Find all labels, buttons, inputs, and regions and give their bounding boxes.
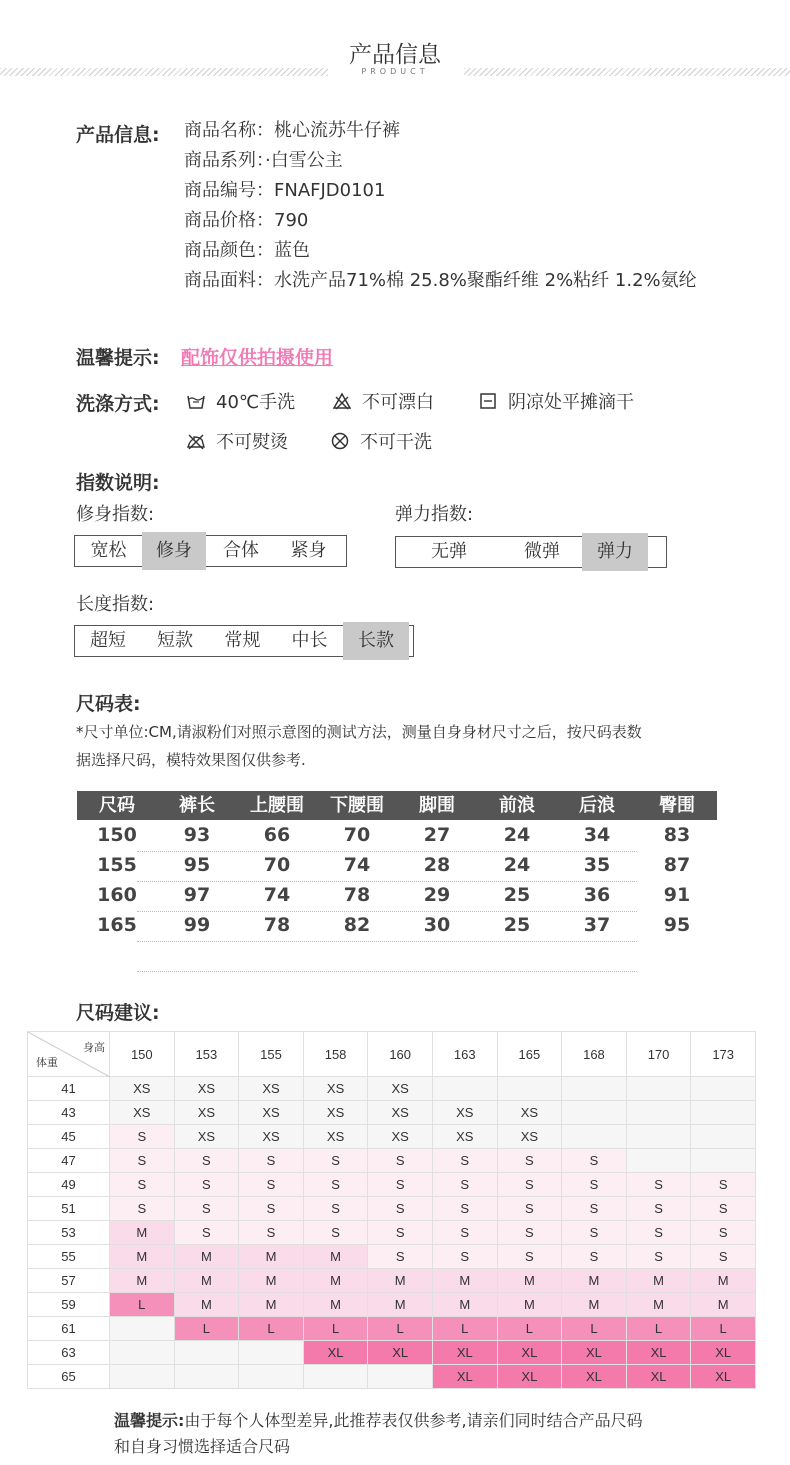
size-cell: S xyxy=(303,1197,368,1221)
size-cell xyxy=(174,1341,239,1365)
size-cell: XL xyxy=(691,1365,756,1389)
size-cell: S xyxy=(691,1245,756,1269)
table-row xyxy=(77,910,717,940)
height-header: 163 xyxy=(432,1032,497,1077)
size-cell: L xyxy=(110,1293,175,1317)
divider-left xyxy=(0,68,328,76)
size-cell: L xyxy=(691,1317,756,1341)
wash-item-bleach-text: 不可漂白 xyxy=(362,392,434,413)
size-cell: S xyxy=(626,1221,691,1245)
size-cell: S xyxy=(368,1149,433,1173)
length-index-scale xyxy=(74,625,414,657)
fit-option: 宽松 xyxy=(90,540,127,561)
table-cell: 155 xyxy=(97,854,137,876)
weight-cell: 45 xyxy=(28,1125,110,1149)
size-cell: M xyxy=(239,1245,304,1269)
advice-row xyxy=(28,1317,756,1341)
size-cell: XL xyxy=(626,1365,691,1389)
size-cell: M xyxy=(626,1269,691,1293)
length-option: 中长 xyxy=(291,630,328,651)
size-cell: M xyxy=(110,1269,175,1293)
page-header xyxy=(0,0,790,90)
size-chart-note-1: *尺寸单位:CM,请淑粉们对照示意图的测试方法，测量自身身材尺寸之后，按尺码表数 xyxy=(76,723,642,741)
table-cell: 78 xyxy=(343,884,371,906)
advice-row xyxy=(28,1245,756,1269)
height-header: 170 xyxy=(626,1032,691,1077)
size-cell: M xyxy=(303,1245,368,1269)
size-cell: L xyxy=(432,1317,497,1341)
size-cell: M xyxy=(562,1293,627,1317)
weight-cell: 41 xyxy=(28,1077,110,1101)
page-title: 产品信息 xyxy=(349,42,441,68)
table-cell: 97 xyxy=(183,884,211,906)
weight-cell: 47 xyxy=(28,1149,110,1173)
size-cell: XL xyxy=(562,1365,627,1389)
size-cell: M xyxy=(239,1293,304,1317)
table-cell: 78 xyxy=(263,914,291,936)
size-cell: M xyxy=(497,1293,562,1317)
size-cell xyxy=(110,1341,175,1365)
size-cell: S xyxy=(239,1221,304,1245)
table-cell: 165 xyxy=(97,914,137,936)
table-cell: 66 xyxy=(263,824,291,846)
size-cell: M xyxy=(432,1269,497,1293)
size-cell: S xyxy=(368,1197,433,1221)
size-cell: S xyxy=(368,1173,433,1197)
size-cell: S xyxy=(626,1245,691,1269)
info-row-series: 商品系列：·白雪公主 xyxy=(184,150,343,171)
table-cell: 74 xyxy=(263,884,291,906)
table-cell: 150 xyxy=(97,824,137,846)
size-cell: S xyxy=(497,1173,562,1197)
info-row-name: 商品名称：桃心流苏牛仔裤 xyxy=(184,120,400,141)
table-cell: 82 xyxy=(343,914,371,936)
advice-row xyxy=(28,1293,756,1317)
size-cell: M xyxy=(239,1269,304,1293)
table-cell: 27 xyxy=(423,824,451,846)
size-cell xyxy=(239,1341,304,1365)
size-cell xyxy=(691,1077,756,1101)
advice-corner xyxy=(28,1032,110,1077)
size-cell xyxy=(691,1149,756,1173)
table-cell: 99 xyxy=(183,914,211,936)
size-cell: XS xyxy=(110,1101,175,1125)
size-cell: S xyxy=(432,1149,497,1173)
size-header-cell: 尺码 xyxy=(99,795,135,816)
size-cell: M xyxy=(174,1269,239,1293)
size-cell: M xyxy=(174,1245,239,1269)
table-cell: 74 xyxy=(343,854,371,876)
size-cell xyxy=(626,1077,691,1101)
size-cell: S xyxy=(239,1173,304,1197)
size-cell: S xyxy=(432,1221,497,1245)
table-cell: 83 xyxy=(663,824,691,846)
table-row xyxy=(77,880,717,910)
size-cell: XS xyxy=(303,1101,368,1125)
size-cell: XL xyxy=(432,1341,497,1365)
length-option: 短款 xyxy=(157,630,193,651)
height-header: 155 xyxy=(239,1032,304,1077)
size-cell: M xyxy=(368,1269,433,1293)
index-label: 指数说明: xyxy=(76,472,160,494)
height-header: 173 xyxy=(691,1032,756,1077)
size-cell: S xyxy=(368,1221,433,1245)
size-cell xyxy=(691,1125,756,1149)
size-cell: L xyxy=(303,1317,368,1341)
size-cell: S xyxy=(626,1173,691,1197)
table-cell: 24 xyxy=(503,854,531,876)
size-cell: S xyxy=(432,1197,497,1221)
size-cell: S xyxy=(497,1149,562,1173)
table-row xyxy=(77,850,717,880)
table-cell: 70 xyxy=(343,824,371,846)
info-row-price: 商品价格：790 xyxy=(184,210,309,231)
footer-tip-line1: 由于每个人体型差异,此推荐表仅供参考,请亲们同时结合产品尺码 xyxy=(184,1411,643,1430)
size-cell: S xyxy=(110,1125,175,1149)
size-chart-label: 尺码表: xyxy=(76,693,141,715)
wash-item-bleach xyxy=(332,388,434,414)
row-divider xyxy=(137,971,637,972)
weight-cell: 57 xyxy=(28,1269,110,1293)
weight-cell: 55 xyxy=(28,1245,110,1269)
size-cell: XL xyxy=(303,1341,368,1365)
size-table-header xyxy=(77,791,717,820)
size-header-cell: 前浪 xyxy=(499,795,535,816)
wash-label: 洗涤方式: xyxy=(76,393,160,415)
weight-cell: 51 xyxy=(28,1197,110,1221)
size-header-cell: 裤长 xyxy=(179,795,215,816)
size-cell: M xyxy=(626,1293,691,1317)
size-cell xyxy=(626,1149,691,1173)
size-cell: XS xyxy=(432,1125,497,1149)
weight-cell: 65 xyxy=(28,1365,110,1389)
wash-item-iron-text: 不可熨烫 xyxy=(216,432,288,453)
size-cell xyxy=(562,1125,627,1149)
size-cell: S xyxy=(110,1149,175,1173)
size-cell: XL xyxy=(562,1341,627,1365)
size-cell xyxy=(110,1317,175,1341)
height-header: 153 xyxy=(174,1032,239,1077)
table-cell: 37 xyxy=(583,914,611,936)
table-cell: 70 xyxy=(263,854,291,876)
table-cell: 35 xyxy=(583,854,611,876)
table-cell: 95 xyxy=(183,854,211,876)
hand-wash-icon xyxy=(186,391,206,411)
table-cell: 91 xyxy=(663,884,691,906)
fit-index-title: 修身指数: xyxy=(76,504,155,525)
height-header: 168 xyxy=(562,1032,627,1077)
size-cell: S xyxy=(303,1221,368,1245)
size-cell: XS xyxy=(497,1101,562,1125)
size-cell: XS xyxy=(174,1125,239,1149)
elastic-option: 无弹 xyxy=(431,541,467,562)
size-cell: S xyxy=(368,1245,433,1269)
advice-row xyxy=(28,1125,756,1149)
size-cell: S xyxy=(691,1173,756,1197)
advice-row xyxy=(28,1221,756,1245)
divider-right xyxy=(464,68,790,76)
size-cell xyxy=(562,1077,627,1101)
wash-item-dryclean xyxy=(330,428,432,454)
table-cell: 25 xyxy=(503,884,531,906)
size-cell: S xyxy=(174,1173,239,1197)
table-cell: 25 xyxy=(503,914,531,936)
size-cell: S xyxy=(303,1149,368,1173)
size-cell: S xyxy=(497,1245,562,1269)
weight-cell: 59 xyxy=(28,1293,110,1317)
size-cell: M xyxy=(110,1245,175,1269)
size-cell xyxy=(691,1101,756,1125)
size-cell: M xyxy=(562,1269,627,1293)
size-cell: XS xyxy=(368,1077,433,1101)
advice-row xyxy=(28,1101,756,1125)
size-cell: XL xyxy=(368,1341,433,1365)
info-row-fabric: 商品面料：水洗产品71%棉 25.8%聚酯纤维 2%粘纤 1.2%氨纶 xyxy=(184,270,697,291)
size-cell xyxy=(239,1365,304,1389)
size-cell: L xyxy=(368,1317,433,1341)
footer-tip-label: 温馨提示: xyxy=(114,1411,185,1430)
size-cell xyxy=(562,1101,627,1125)
size-cell: XS xyxy=(110,1077,175,1101)
table-cell: 28 xyxy=(423,854,451,876)
fit-option-selected: 修身 xyxy=(142,532,206,570)
table-cell: 36 xyxy=(583,884,611,906)
page-subtitle: PRODUCT xyxy=(361,67,429,76)
size-cell: S xyxy=(110,1197,175,1221)
size-header-cell: 后浪 xyxy=(579,795,615,816)
size-cell: S xyxy=(691,1221,756,1245)
elastic-option: 微弹 xyxy=(524,541,560,562)
weight-cell: 63 xyxy=(28,1341,110,1365)
size-cell: M xyxy=(497,1269,562,1293)
table-row xyxy=(77,820,717,850)
tip-text: 配饰仅供拍摄使用 xyxy=(181,347,334,369)
fit-index-scale xyxy=(74,535,347,567)
size-cell: L xyxy=(626,1317,691,1341)
advice-label: 尺码建议: xyxy=(76,1002,160,1024)
tip-label: 温馨提示: xyxy=(76,347,160,369)
size-cell: XS xyxy=(239,1101,304,1125)
size-cell xyxy=(110,1365,175,1389)
size-cell: S xyxy=(239,1149,304,1173)
size-cell xyxy=(626,1125,691,1149)
table-cell: 95 xyxy=(663,914,691,936)
size-cell: S xyxy=(174,1197,239,1221)
footer-tip xyxy=(114,1408,643,1460)
height-header: 165 xyxy=(497,1032,562,1077)
size-cell xyxy=(174,1365,239,1389)
size-cell: XS xyxy=(174,1101,239,1125)
size-cell: XL xyxy=(497,1341,562,1365)
size-cell: L xyxy=(497,1317,562,1341)
row-divider xyxy=(137,941,637,942)
size-cell: S xyxy=(562,1197,627,1221)
height-header: 160 xyxy=(368,1032,433,1077)
elastic-index-title: 弹力指数: xyxy=(395,504,474,525)
length-option: 常规 xyxy=(224,630,261,651)
size-cell: S xyxy=(562,1245,627,1269)
weight-cell: 43 xyxy=(28,1101,110,1125)
size-cell: S xyxy=(497,1197,562,1221)
table-cell: 30 xyxy=(423,914,451,936)
size-cell: XS xyxy=(368,1101,433,1125)
size-cell: S xyxy=(174,1221,239,1245)
fit-option: 紧身 xyxy=(290,540,327,561)
elastic-option-selected: 弹力 xyxy=(582,533,648,571)
length-option: 超短 xyxy=(90,630,126,651)
wash-item-dryclean-text: 不可干洗 xyxy=(360,432,432,453)
size-cell: S xyxy=(110,1173,175,1197)
size-cell: S xyxy=(303,1173,368,1197)
advice-row xyxy=(28,1269,756,1293)
wash-item-hand xyxy=(186,388,295,414)
size-cell: XS xyxy=(303,1125,368,1149)
dry-flat-shade-icon xyxy=(478,391,498,411)
table-cell: 87 xyxy=(663,854,691,876)
advice-row xyxy=(28,1197,756,1221)
size-cell: M xyxy=(110,1221,175,1245)
advice-row xyxy=(28,1077,756,1101)
wash-item-hand-text: 40℃手洗 xyxy=(216,392,296,413)
footer-tip-line2: 和自身习惯选择适合尺码 xyxy=(114,1437,291,1456)
size-cell: M xyxy=(691,1269,756,1293)
advice-header-row xyxy=(28,1032,756,1077)
size-cell: XL xyxy=(432,1365,497,1389)
size-cell: S xyxy=(562,1149,627,1173)
product-info-label: 产品信息: xyxy=(76,124,160,146)
size-cell: S xyxy=(174,1149,239,1173)
size-header-cell: 臀围 xyxy=(659,795,695,816)
weight-cell: 61 xyxy=(28,1317,110,1341)
size-cell: S xyxy=(691,1197,756,1221)
size-cell xyxy=(432,1077,497,1101)
wash-item-iron xyxy=(186,428,288,454)
size-cell: M xyxy=(303,1293,368,1317)
size-cell: S xyxy=(432,1173,497,1197)
weight-axis-label: 体重 xyxy=(36,1057,58,1069)
size-cell: XS xyxy=(432,1101,497,1125)
size-cell: M xyxy=(691,1293,756,1317)
size-cell: XL xyxy=(691,1341,756,1365)
size-cell: XS xyxy=(239,1077,304,1101)
size-table xyxy=(77,791,717,940)
advice-row xyxy=(28,1341,756,1365)
no-dry-clean-icon xyxy=(330,431,350,451)
size-cell: S xyxy=(239,1197,304,1221)
size-cell: S xyxy=(562,1173,627,1197)
table-cell: 24 xyxy=(503,824,531,846)
size-cell: M xyxy=(303,1269,368,1293)
height-header: 150 xyxy=(110,1032,175,1077)
table-cell: 29 xyxy=(423,884,451,906)
size-advice-table xyxy=(27,1031,756,1389)
size-cell: M xyxy=(432,1293,497,1317)
length-option-selected: 长款 xyxy=(343,622,409,660)
size-header-cell: 下腰围 xyxy=(330,795,384,816)
table-cell: 93 xyxy=(183,824,211,846)
table-cell: 34 xyxy=(583,824,611,846)
size-cell xyxy=(497,1077,562,1101)
height-axis-label: 身高 xyxy=(83,1042,105,1054)
size-cell: XS xyxy=(368,1125,433,1149)
size-cell: XS xyxy=(174,1077,239,1101)
size-cell: S xyxy=(432,1245,497,1269)
size-chart-note-2: 据选择尺码，模特效果图仅供参考. xyxy=(76,751,306,769)
size-cell: XL xyxy=(626,1341,691,1365)
size-cell: L xyxy=(562,1317,627,1341)
fit-option: 合体 xyxy=(223,540,259,561)
size-cell xyxy=(626,1101,691,1125)
advice-row xyxy=(28,1173,756,1197)
info-row-code: 商品编号：FNAFJD0101 xyxy=(184,180,386,201)
elastic-index-scale xyxy=(395,536,667,568)
size-header-cell: 脚围 xyxy=(419,795,455,816)
advice-row xyxy=(28,1365,756,1389)
size-cell xyxy=(368,1365,433,1389)
size-cell xyxy=(303,1365,368,1389)
wash-item-dry xyxy=(478,388,634,414)
size-cell: S xyxy=(562,1221,627,1245)
size-cell: L xyxy=(174,1317,239,1341)
length-index-title: 长度指数: xyxy=(76,594,155,615)
no-bleach-icon xyxy=(332,391,352,411)
weight-cell: 49 xyxy=(28,1173,110,1197)
size-cell: XS xyxy=(497,1125,562,1149)
size-cell: XL xyxy=(497,1365,562,1389)
weight-cell: 53 xyxy=(28,1221,110,1245)
row-divider xyxy=(137,911,637,912)
size-header-cell: 上腰围 xyxy=(250,795,304,816)
no-iron-icon xyxy=(186,431,206,451)
size-cell: S xyxy=(497,1221,562,1245)
wash-item-dry-text: 阴凉处平摊滴干 xyxy=(508,392,634,413)
height-header: 158 xyxy=(303,1032,368,1077)
info-row-color: 商品颜色：蓝色 xyxy=(184,240,310,261)
size-cell: L xyxy=(239,1317,304,1341)
advice-row xyxy=(28,1149,756,1173)
size-cell: M xyxy=(368,1293,433,1317)
row-divider xyxy=(137,881,637,882)
size-cell: XS xyxy=(303,1077,368,1101)
size-cell: M xyxy=(174,1293,239,1317)
size-cell: XS xyxy=(239,1125,304,1149)
size-cell: S xyxy=(626,1197,691,1221)
table-cell: 160 xyxy=(97,884,137,906)
row-divider xyxy=(137,851,637,852)
